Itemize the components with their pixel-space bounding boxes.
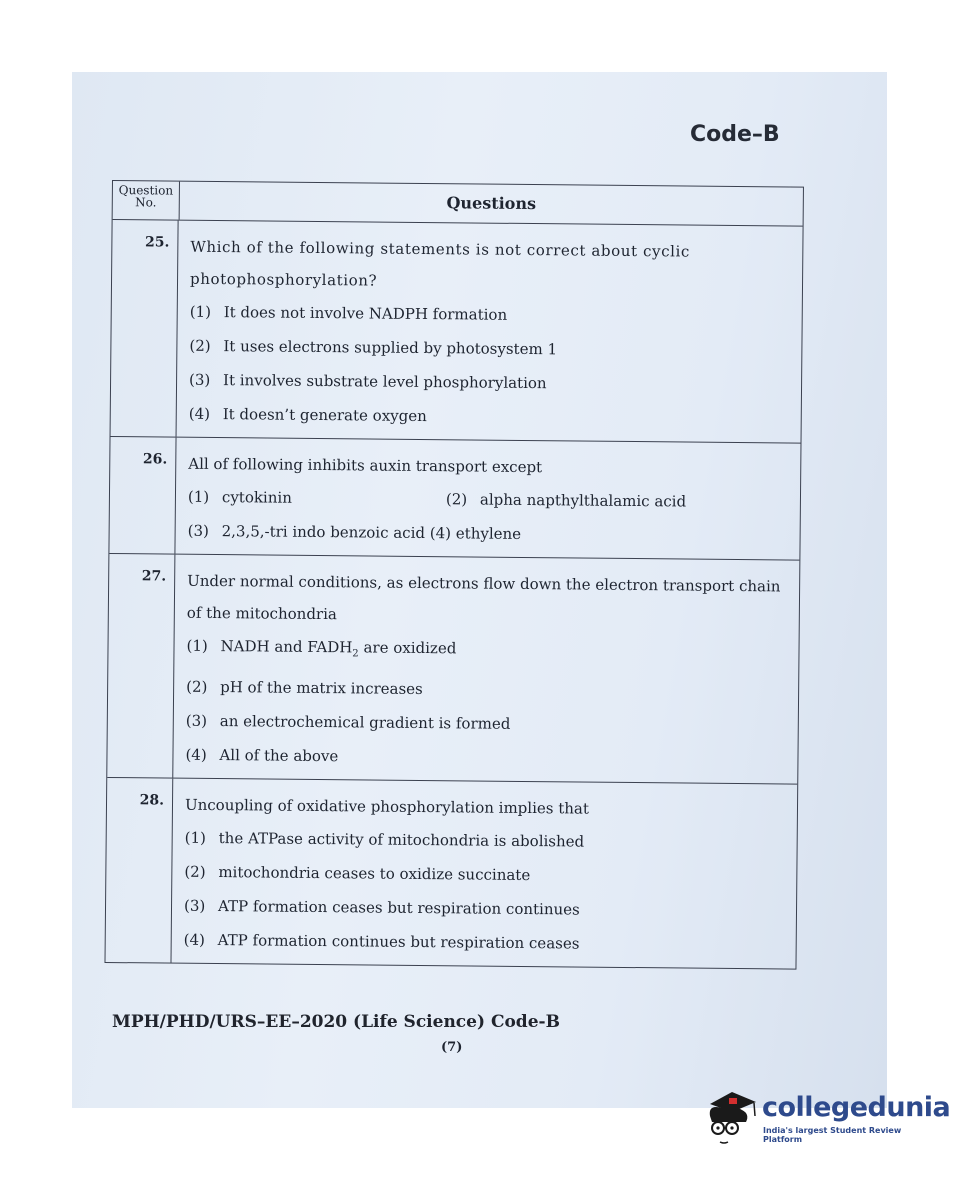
question-body (175, 438, 800, 560)
option-text: It does not involve NADPH formation (223, 303, 508, 324)
option-text: ATP formation ceases but respiration continues (217, 897, 580, 919)
option (184, 855, 786, 895)
option-label: (4) (429, 524, 452, 543)
column-header-number: Question No. (113, 181, 180, 220)
option (184, 923, 786, 963)
option-text: It doesn’t generate oxygen (222, 405, 427, 426)
option (446, 482, 687, 518)
option (189, 329, 791, 369)
question-number: 27. (107, 554, 175, 778)
option-text: mitochondria ceases to oxidize succinate (218, 863, 531, 885)
option-text: ATP formation continues but respiration ceases (217, 931, 580, 953)
option-label: (1) (186, 636, 208, 655)
option-label: (1) (187, 487, 210, 506)
exam-footer: MPH/PHD/URS–EE–2020 (Life Science) Code-B (112, 1012, 560, 1032)
question-body (173, 555, 799, 784)
option-text: the ATPase activity of mitochondria is abolished (218, 829, 585, 851)
option (189, 397, 791, 437)
option (184, 889, 786, 929)
option (186, 704, 788, 744)
option-text: cytokinin (221, 488, 292, 507)
option (188, 480, 446, 516)
question-body (177, 221, 803, 443)
option-label: (1) (189, 302, 212, 321)
question-table (104, 180, 803, 970)
option-label: (1) (184, 828, 207, 847)
option-text: an electrochemical gradient is formed (219, 712, 511, 733)
option-pair (188, 480, 790, 520)
student-mascot-icon (702, 1078, 762, 1158)
page-number: (7) (441, 1040, 463, 1055)
option-label: (2) (186, 677, 208, 696)
question-row (105, 778, 797, 969)
option-label: (3) (187, 521, 209, 540)
question-row (107, 554, 799, 785)
option (189, 363, 791, 403)
option-label: (3) (185, 711, 208, 730)
option-text: It involves substrate level phosphorylation (222, 371, 547, 393)
option-label: (4) (183, 930, 206, 949)
option-text: pH of the matrix increases (220, 678, 423, 699)
option-label: (4) (188, 404, 211, 423)
option-text: 2,3,5,-tri indo benzoic acid (221, 522, 426, 543)
option-label: (3) (183, 896, 206, 915)
question-number: 28. (105, 778, 173, 963)
question-row (111, 220, 803, 444)
option-text: It uses electrons supplied by photosystem 1 (223, 337, 558, 359)
question-stem: Which of the following statements is not correct about cyclic photophosphorylation? (189, 237, 691, 290)
question-number: 25. (111, 220, 179, 437)
question-stem: Under normal conditions, as electrons flow down the electron transport chain of the mitochondria (186, 571, 781, 624)
option (190, 295, 792, 335)
option-text: NADH and $FADH_2$ are oxidized (220, 637, 457, 660)
option-pair (187, 514, 789, 554)
option-label: (3) (188, 370, 211, 389)
option-label: (2) (445, 490, 468, 509)
question-number: 26. (109, 437, 176, 554)
option-label: (2) (184, 862, 206, 881)
question-stem: Uncoupling of oxidative phosphorylation implies that (184, 795, 590, 818)
collegedunia-logo (702, 1078, 951, 1158)
option-label: (2) (189, 336, 211, 355)
question-body (171, 779, 797, 969)
column-header-questions: Questions (446, 193, 537, 214)
option (186, 670, 788, 710)
option-text: All of the above (219, 746, 339, 766)
option (185, 738, 787, 778)
brand-name: collegedunia (762, 1092, 951, 1123)
question-stem: All of following inhibits auxin transport except (188, 454, 543, 477)
option-text: ethylene (455, 524, 522, 543)
option-label: (4) (185, 745, 207, 764)
brand-tagline: India's largest Student Review Platform (763, 1126, 902, 1144)
option (185, 821, 787, 861)
option (186, 629, 788, 676)
option-text: alpha napthylthalamic acid (479, 490, 687, 511)
table-header (113, 181, 803, 227)
question-row (109, 437, 800, 561)
paper-code: Code–B (690, 122, 780, 147)
